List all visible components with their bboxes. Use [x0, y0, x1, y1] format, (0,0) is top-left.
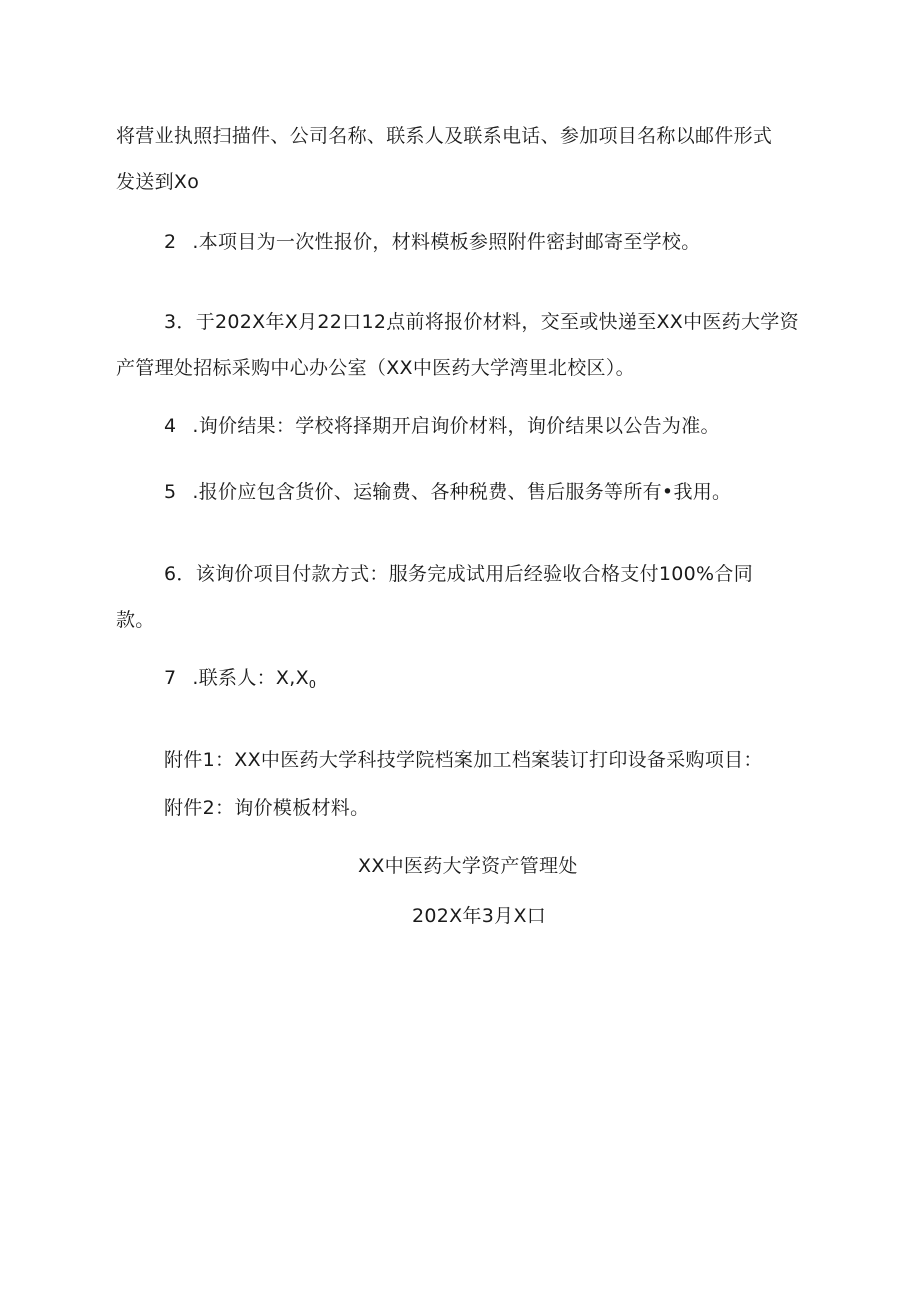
attachment-1: 附件1：XX中医药大学科技学院档案加工档案装订打印设备采购项目： — [164, 749, 763, 771]
item-7 — [164, 666, 316, 697]
item-4-number: 4 — [164, 415, 177, 437]
paragraph-1-line-2: 发送到Xo — [116, 171, 200, 193]
item-2-text: .本项目为一次性报价，材料模板参照附件密封邮寄至学校。 — [192, 231, 701, 253]
item-7-subscript: 0 — [308, 678, 317, 691]
item-3-line-1: 3．于202X年X月22口12点前将报价材料，交至或快递至XX中医药大学资 — [164, 311, 799, 333]
item-5-number: 5 — [164, 481, 177, 503]
signature-date: 202X年3月X口 — [412, 905, 547, 927]
item-7-text: .联系人：X,X — [192, 667, 309, 689]
item-6-line-2: 款。 — [116, 609, 155, 631]
signature-organization: XX中医药大学资产管理处 — [358, 855, 578, 877]
item-4 — [164, 414, 720, 438]
item-6-line-1: 6．该询价项目付款方式：服务完成试用后经验收合格支付100%合同 — [164, 563, 754, 585]
item-3-line-2: 产管理处招标采购中心办公室（XX中医药大学湾里北校区）。 — [116, 357, 635, 379]
item-5-text: .报价应包含货价、运输费、各种税费、售后服务等所有•我用。 — [192, 481, 732, 503]
item-5 — [164, 480, 731, 504]
item-7-number: 7 — [164, 667, 177, 689]
paragraph-1-line-1: 将营业执照扫描件、公司名称、联系人及联系电话、参加项目名称以邮件形式 — [116, 125, 773, 147]
attachment-2: 附件2：询价模板材料。 — [164, 797, 370, 819]
item-2 — [164, 230, 701, 254]
item-4-text: .询价结果：学校将择期开启询价材料，询价结果以公告为准。 — [192, 415, 720, 437]
item-2-number: 2 — [164, 231, 177, 253]
